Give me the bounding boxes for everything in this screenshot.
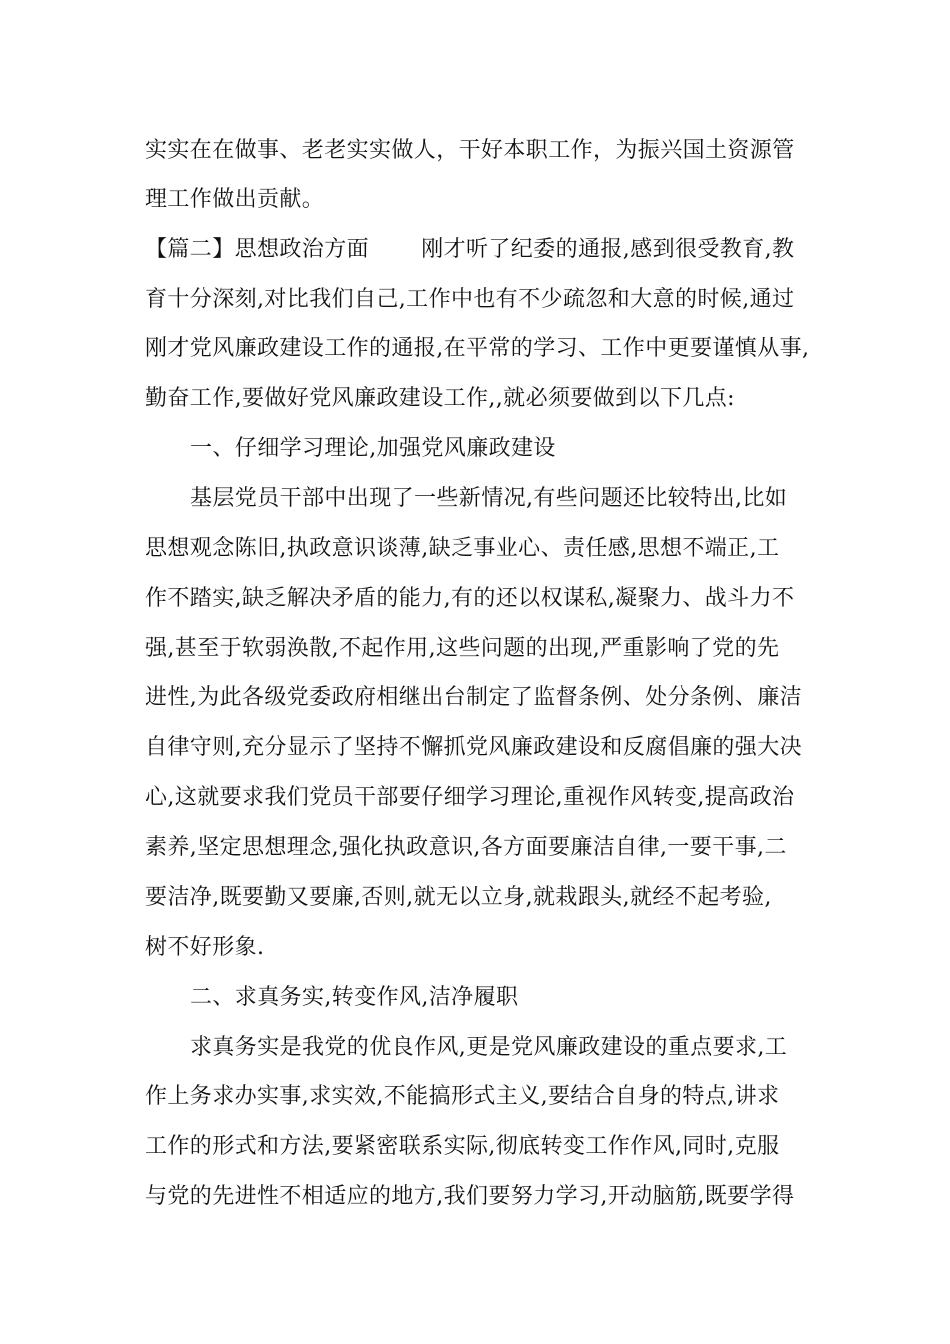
section-heading-line: 【篇二】思想政治方面 刚才听了纪委的通报,感到很受教育,教 <box>145 237 795 262</box>
text-line: 素养,坚定思想理念,强化执政意识,各方面要廉洁自律,一要干事,二 <box>145 835 787 860</box>
text-line: 树不好形象. <box>145 935 265 960</box>
subheading-2: 二、求真务实,转变作风,洁净履职 <box>190 985 519 1010</box>
text-line: 求真务实是我党的优良作风,更是党风廉政建设的重点要求,工 <box>190 1035 788 1060</box>
text-line: 心,这就要求我们党员干部要仔细学习理论,重视作风转变,提高政治 <box>145 785 795 810</box>
text-line: 刚才党风廉政建设工作的通报,在平常的学习、工作中更要谨慎从事, <box>145 336 810 361</box>
text-line: 进性,为此各级党委政府相继出台制定了监督条例、处分条例、廉洁 <box>145 685 802 710</box>
text-line: 作不踏实,缺乏解决矛盾的能力,有的还以权谋私,凝聚力、战斗力不 <box>145 586 795 611</box>
text-line: 与党的先进性不相适应的地方,我们要努力学习,开动脑筋,既要学得 <box>145 1184 795 1209</box>
text-line: 作上务求办实事,求实效,不能搞形式主义,要结合自身的特点,讲求 <box>145 1084 780 1109</box>
text-line: 自律守则,充分显示了坚持不懈抓党风廉政建设和反腐倡廉的强大决 <box>145 735 802 760</box>
text-line: 思想观念陈旧,执政意识谈薄,缺乏事业心、责任感,思想不端正,工 <box>145 536 780 561</box>
text-line: 工作的形式和方法,要紧密联系实际,彻底转变工作作风,同时,克服 <box>145 1134 780 1159</box>
text-line: 强,甚至于软弱涣散,不起作用,这些问题的出现,严重影响了党的先 <box>145 636 780 661</box>
text-line: 理工作做出贡献。 <box>145 187 325 212</box>
subheading-1: 一、仔细学习理论,加强党风廉政建设 <box>190 436 556 461</box>
text-line: 基层党员干部中出现了一些新情况,有些问题还比较特出,比如 <box>190 486 788 511</box>
text-line: 勤奋工作,要做好党风廉政建设工作,,就必须要做到以下几点: <box>145 386 735 411</box>
text-line: 要洁净,既要勤又要廉,否则,就无以立身,就栽跟头,就经不起考验, <box>145 885 772 910</box>
text-line: 实实在在做事、老老实实做人，干好本职工作，为振兴国土资源管 <box>145 138 795 163</box>
text-line: 育十分深刻,对比我们自己,工作中也有不少疏忽和大意的时候,通过 <box>145 287 795 312</box>
